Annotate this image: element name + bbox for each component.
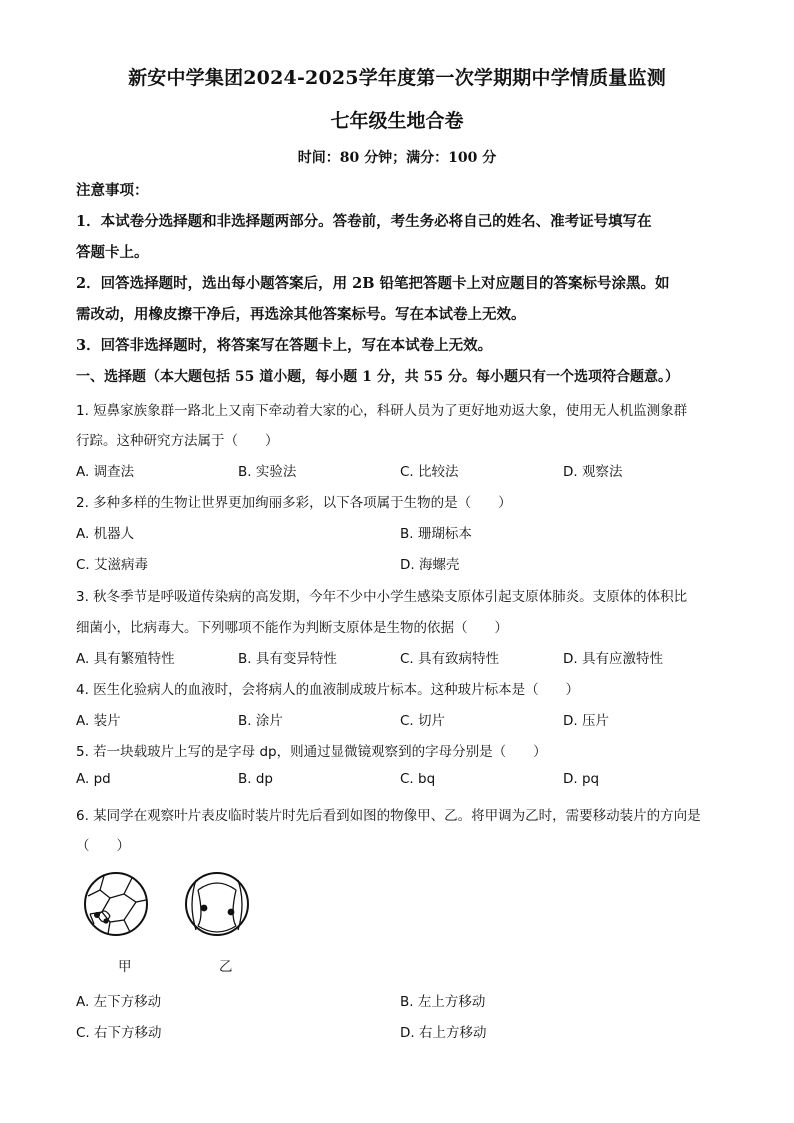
q3-option-a[interactable]: A. 具有繁殖特性 — [76, 651, 175, 667]
time-info: 时间：80 分钟；满分：100 分 — [297, 150, 497, 166]
q6-option-c[interactable]: C. 右下方移动 — [76, 1025, 162, 1041]
q5-option-b[interactable]: B. dp — [238, 771, 273, 787]
q2-option-b[interactable]: B. 珊瑚标本 — [400, 526, 472, 542]
question-1-text-cont: 行踪。这种研究方法属于（ ） — [76, 433, 279, 449]
notice-item-1-cont: 答题卡上。 — [76, 244, 149, 261]
q1-option-b[interactable]: B. 实验法 — [238, 464, 297, 480]
q3-option-d[interactable]: D. 具有应激特性 — [563, 651, 663, 667]
question-6-text-cont: （ ） — [76, 838, 130, 854]
figure-label-jia: 甲 — [118, 959, 132, 975]
q5-option-a[interactable]: A. pd — [76, 771, 111, 787]
section-heading: 一、选择题（本大题包括 55 道小题，每小题 1 分，共 55 分。每小题只有一个选项符合题意。） — [76, 369, 679, 385]
question-1-text: 1. 短鼻家族象群一路北上又南下牵动着大家的心，科研人员为了更好地劝返大象，使用无人机监测象群 — [76, 403, 688, 419]
notice-item-2-cont: 需改动，用橡皮擦干净后，再选涂其他答案标号。写在本试卷上无效。 — [76, 306, 526, 323]
q2-option-a[interactable]: A. 机器人 — [76, 526, 135, 542]
question-2-text: 2. 多种多样的生物让世界更加绚丽多彩，以下各项属于生物的是（ ） — [76, 495, 512, 511]
microscope-figure — [80, 868, 270, 978]
notice-item-3: 3．回答非选择题时，将答案写在答题卡上，写在本试卷上无效。 — [76, 337, 493, 354]
q4-option-c[interactable]: C. 切片 — [400, 713, 446, 729]
q1-option-c[interactable]: C. 比较法 — [400, 464, 459, 480]
question-4-text: 4. 医生化验病人的血液时，会将病人的血液制成玻片标本。这种玻片标本是（ ） — [76, 682, 580, 698]
q1-option-a[interactable]: A. 调查法 — [76, 464, 135, 480]
q6-option-a[interactable]: A. 左下方移动 — [76, 994, 162, 1010]
exam-subtitle: 七年级生地合卷 — [330, 110, 464, 132]
q6-option-d[interactable]: D. 右上方移动 — [400, 1025, 487, 1041]
question-5-text: 5. 若一块载玻片上写的是字母 dp，则通过显微镜观察到的字母分别是（ ） — [76, 744, 547, 760]
notice-item-1: 1．本试卷分选择题和非选择题两部分。答卷前，考生务必将自己的姓名、准考证号填写在 — [76, 213, 652, 230]
question-6-text: 6. 某同学在观察叶片表皮临时装片时先后看到如图的物像甲、乙。将甲调为乙时，需要移动装片的方向是 — [76, 808, 701, 824]
q4-option-b[interactable]: B. 涂片 — [238, 713, 283, 729]
q5-option-c[interactable]: C. bq — [400, 771, 436, 787]
q4-option-d[interactable]: D. 压片 — [563, 713, 609, 729]
q5-option-d[interactable]: D. pq — [563, 771, 600, 787]
view-yi-icon — [186, 873, 248, 935]
notice-heading: 注意事项： — [76, 182, 149, 199]
figure-label-yi: 乙 — [219, 959, 233, 975]
q2-option-d[interactable]: D. 海螺壳 — [400, 557, 460, 573]
exam-title: 新安中学集团2024-2025学年度第一次学期期中学情质量监测 — [128, 67, 666, 89]
q4-option-a[interactable]: A. 装片 — [76, 713, 121, 729]
q2-option-c[interactable]: C. 艾滋病毒 — [76, 557, 149, 573]
notice-item-2: 2．回答选择题时，选出每小题答案后，用 2B 铅笔把答题卡上对应题目的答案标号涂黑。如 — [76, 275, 670, 292]
question-3-text: 3. 秋冬季节是呼吸道传染病的高发期，今年不少中小学生感染支原体引起支原体肺炎。支原体的体积比 — [76, 589, 688, 605]
q3-option-b[interactable]: B. 具有变异特性 — [238, 651, 337, 667]
q3-option-c[interactable]: C. 具有致病特性 — [400, 651, 500, 667]
q1-option-d[interactable]: D. 观察法 — [563, 464, 623, 480]
q6-option-b[interactable]: B. 左上方移动 — [400, 994, 486, 1010]
view-jia-icon — [85, 873, 147, 935]
question-3-text-cont: 细菌小，比病毒大。下列哪项不能作为判断支原体是生物的依据（ ） — [76, 620, 508, 636]
